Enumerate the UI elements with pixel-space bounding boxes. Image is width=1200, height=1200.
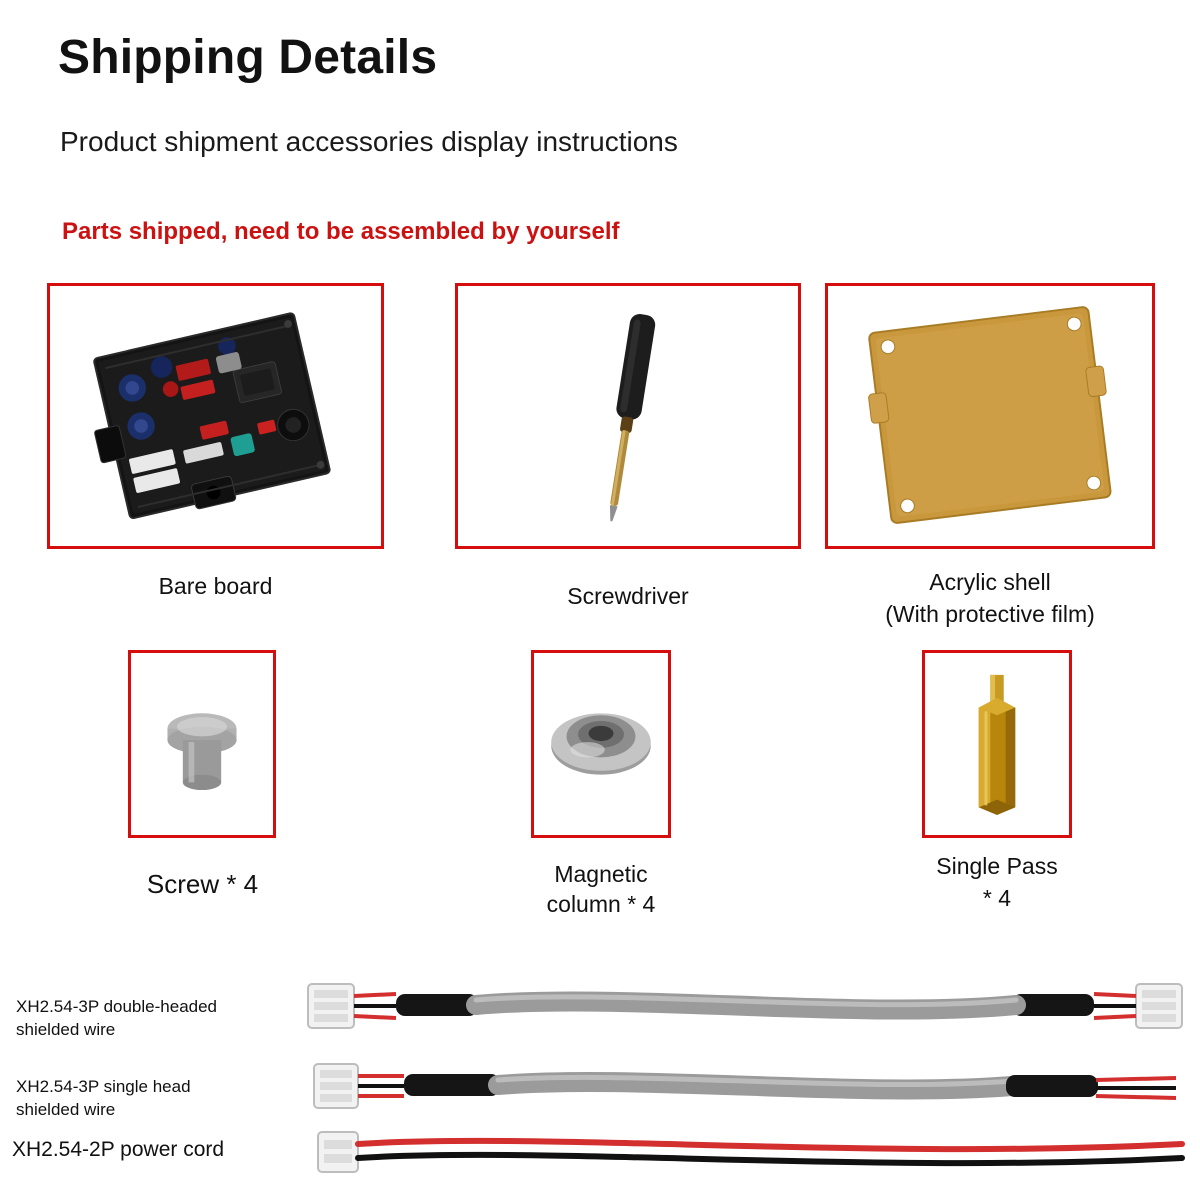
wire-power-cord [310,1118,1190,1188]
acrylic-plate-image [828,286,1152,546]
wire-label-single-head [16,1076,276,1122]
item-box-acrylic-shell [825,283,1155,549]
caption-single-pass-line2: * 4 [982,885,1012,911]
assembly-notice: Parts shipped, need to be assembled by yourself [62,218,620,245]
wire-double-headed [300,972,1190,1042]
page-subtitle: Product shipment accessories display instructions [60,126,678,157]
item-box-screw [128,650,276,838]
wire-label-double-headed [16,996,276,1042]
xh254-3p-single-head-wire-image [300,1052,1190,1122]
screwdriver-image [458,286,798,546]
xh254-2p-power-cord-image [310,1118,1190,1188]
item-box-magnetic-column [531,650,671,838]
xh254-3p-double-headed-wire-image [300,972,1190,1042]
item-box-screwdriver [455,283,801,549]
wire-label-single-head-line2: shielded wire [16,1099,116,1119]
caption-single-pass-line1: Single Pass [936,853,1058,879]
item-box-bare-board [47,283,384,549]
caption-screw: Screw * 4 [146,869,259,899]
caption-bare-board: Bare board [158,573,273,599]
wire-label-double-headed-line2: shielded wire [16,1019,116,1039]
wire-label-single-head-line1: XH2.54-3P single head [16,1077,191,1096]
magnetic-column-image [534,653,668,835]
circuit-board-image [50,286,381,546]
wire-label-double-headed-line1: XH2.54-3P double-headed [16,997,218,1016]
caption-acrylic-shell-line2: (With protective film) [885,601,1095,627]
item-box-single-pass [922,650,1072,838]
wire-label-power-cord [12,1136,302,1164]
caption-screwdriver: Screwdriver [567,583,689,609]
page-title: Shipping Details [58,31,438,84]
screw-image [131,653,273,835]
caption-magnetic-column-line1: Magnetic [554,861,648,887]
standoff-image [925,653,1069,835]
wire-single-head [300,1052,1190,1122]
caption-magnetic-column-line2: column * 4 [546,891,656,917]
caption-acrylic-shell-line1: Acrylic shell [929,569,1051,595]
wire-label-power-cord-line1: XH2.54-2P power cord [12,1138,225,1161]
